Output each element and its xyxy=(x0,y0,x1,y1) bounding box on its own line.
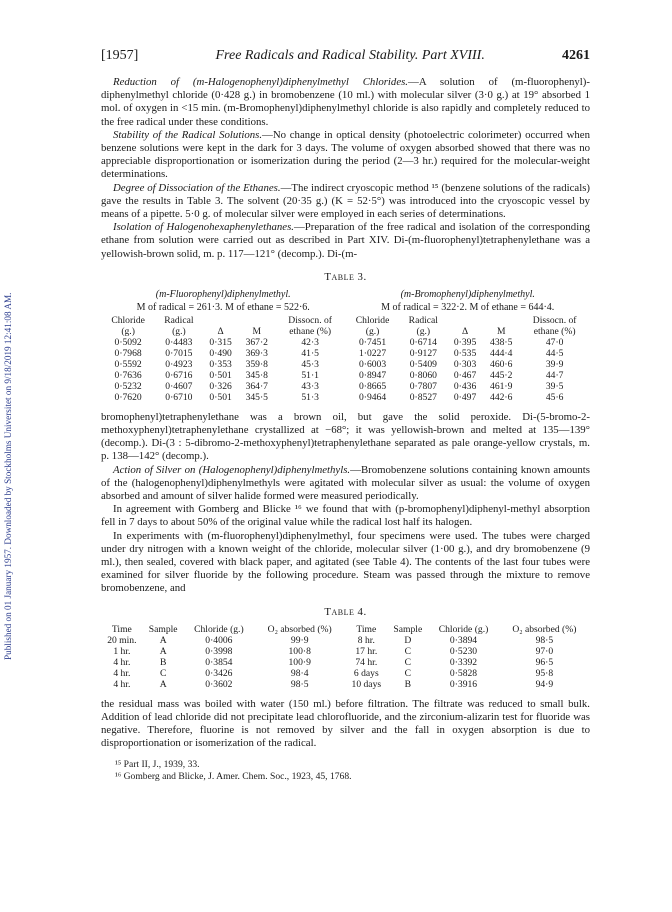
table-cell: 369·3 xyxy=(245,347,268,359)
table-cell: 0·5592 xyxy=(114,358,142,370)
table-header-cell: O₂ absorbed (%) xyxy=(512,623,577,635)
table-cell: 0·4006 xyxy=(205,634,233,646)
table-row xyxy=(101,359,590,370)
table-cell: 47·0 xyxy=(545,336,564,348)
table-cell: 0·9127 xyxy=(409,347,437,359)
paragraph-heading: Degree of Dissociation of the Ethanes. xyxy=(113,181,281,194)
table-header-cell: M xyxy=(496,325,506,337)
paragraph-text: —Bromobenzene solutions containing known amounts of the (halogenophenyl)diphenylmethyls were agitated with molecular silver as usual: the volume of oxygen absorbed and amount of silver halide formed were measured periodically. xyxy=(101,463,590,503)
table-cell: 0·3894 xyxy=(449,634,478,646)
table-cell: 98·5 xyxy=(535,634,554,646)
table-cell: 0·5230 xyxy=(449,645,478,657)
table-cell: 94·9 xyxy=(535,678,554,690)
paragraph-residual: the residual mass was boiled with water (150 ml.) before filtration. The filtrate was reduced to small bulk. Addition of lead chloride did not precipitate lead chlorofluoride, and the zirconium-alizarin test for fluoride was negative. Therefore, fluorine is not removed by silver and the fall in oxygen absorption is due to disproportionation or isomerization of the radical. xyxy=(101,697,590,750)
table-cell: A xyxy=(159,678,167,690)
header-page-number: 4261 xyxy=(562,48,590,63)
table-3-right-mass: M of radical = 322·2. M of ethane = 644·4. xyxy=(381,301,555,313)
table-cell: 0·326 xyxy=(209,380,232,392)
table-cell: 0·4483 xyxy=(165,336,193,348)
table-cell: A xyxy=(159,634,167,646)
table-cell: 0·3854 xyxy=(205,656,233,668)
download-watermark xyxy=(3,60,17,660)
table-cell: 17 hr. xyxy=(355,645,378,657)
table-3-header-bottom xyxy=(101,326,590,337)
table-cell: 0·501 xyxy=(209,369,232,381)
table-cell: B xyxy=(159,656,167,668)
table-cell: 0·4923 xyxy=(165,358,193,370)
table-header-cell: Sample xyxy=(148,623,178,635)
table-cell: 44·5 xyxy=(545,347,564,359)
table-row xyxy=(101,337,590,348)
table-cell: 39·9 xyxy=(545,358,564,370)
table-header-cell: M xyxy=(252,325,262,337)
table-cell: 98·5 xyxy=(290,678,309,690)
table-header-cell: Dissocn. of xyxy=(288,314,332,326)
table-cell: 461·9 xyxy=(490,380,513,392)
table-cell: 51·1 xyxy=(301,369,319,381)
paragraph-action-of-silver xyxy=(101,464,590,504)
table-cell: 8 hr. xyxy=(357,634,375,646)
table-header-cell xyxy=(483,315,519,326)
paragraph-dissociation xyxy=(101,182,590,222)
table-3-title: Table 3. xyxy=(324,270,367,283)
table-cell: 74 hr. xyxy=(355,656,378,668)
table-cell: 0·6003 xyxy=(358,358,387,370)
footnote: ¹⁵ Part II, J., 1939, 33. xyxy=(115,758,200,770)
table-cell: 0·4607 xyxy=(165,380,193,392)
table-cell: 42·3 xyxy=(301,336,319,348)
download-watermark-text: Published on 01 January 1957. Downloaded by Stockholms Universitet on 9/18/2019 12:41:08 AM. xyxy=(3,292,13,660)
table-cell: 4 hr. xyxy=(113,678,131,690)
table-cell: 0·7968 xyxy=(114,347,142,359)
table-header-cell: Dissocn. of xyxy=(532,314,577,326)
table-cell: 20 min. xyxy=(107,634,137,646)
table-cell: 96·5 xyxy=(535,656,554,668)
table-header-cell: (g.) xyxy=(365,325,380,337)
table-cell: 0·5232 xyxy=(114,380,142,392)
table-cell: 95·8 xyxy=(535,667,554,679)
table-cell: D xyxy=(404,634,412,646)
table-cell: 0·303 xyxy=(453,358,477,370)
table-cell: 0·5092 xyxy=(114,336,142,348)
table-cell: 98·4 xyxy=(290,667,309,679)
table-header-cell: Sample xyxy=(393,623,423,635)
table-header-cell xyxy=(239,315,275,326)
paragraph-experiments: In experiments with (m-fluorophenyl)diphenylmethyl, four specimens were used. The tubes were charged under dry nitrogen with a known weight of the chloride, molecular silver (1·00 g.), and dry bromobenzene (9 ml.), then sealed, covered with black paper, and agitated (see Table 4). The contents of the last four tubes were examined for silver fluoride by the following procedure. Steam was passed through the mixture to remove bromobenzene, and xyxy=(101,529,590,595)
table-header-cell: Radical xyxy=(408,314,438,326)
table-row xyxy=(101,646,590,657)
table-row xyxy=(101,370,590,381)
table-cell: 445·2 xyxy=(490,369,513,381)
header-year: [1957] xyxy=(101,48,139,63)
table-cell: 345·8 xyxy=(245,369,268,381)
table-cell: 0·7620 xyxy=(114,391,142,403)
table-header-cell: Chloride (g.) xyxy=(438,623,489,635)
table-cell: 0·8665 xyxy=(358,380,387,392)
paragraph-heading: Action of Silver on (Halogenophenyl)diphenylmethyls. xyxy=(113,463,351,476)
paragraph-isolation xyxy=(101,221,590,261)
table-cell: 99·9 xyxy=(290,634,309,646)
paragraph-text: —The indirect cryoscopic method ¹⁵ (benzene solutions of the radicals) gave the results in Table 3. The solvent (20·35 g.) (K = 52·5°) was introduced into the cryoscopic vessel by means of a pipette. 5·0 g. of molecular silver were employed in each series of determinations. xyxy=(101,181,590,221)
header-title: Free Radicals and Radical Stability. Part XVIII. xyxy=(215,48,485,63)
table-header-cell: Radical xyxy=(164,314,194,326)
table-cell: 0·501 xyxy=(209,391,232,403)
table-cell: 4 hr. xyxy=(113,656,131,668)
table-header-cell: (g.) xyxy=(416,325,431,337)
table-cell: 0·5828 xyxy=(449,667,478,679)
table-cell: 41·5 xyxy=(301,347,319,359)
table-cell: 367·2 xyxy=(245,336,268,348)
table-header-cell xyxy=(447,315,483,326)
table-cell: C xyxy=(404,667,412,679)
table-cell: B xyxy=(404,678,412,690)
table-cell: 0·7807 xyxy=(409,380,437,392)
table-4-body xyxy=(101,635,590,690)
paragraph-heading: Isolation of Halogenohexaphenylethanes. xyxy=(113,221,294,234)
table-cell: 345·5 xyxy=(245,391,268,403)
table-header-cell: (g.) xyxy=(121,325,135,337)
running-header xyxy=(101,48,590,64)
table-cell: 0·7636 xyxy=(114,369,142,381)
table-cell: 0·5409 xyxy=(409,358,437,370)
table-cell: 10 days xyxy=(351,678,382,690)
table-4 xyxy=(101,624,590,690)
paragraph-text: —A solution of (m-fluorophenyl)-diphenylmethyl chloride (0·428 g.) in bromobenzene (10 ml.) with molecular silver (3·0 g.) at 19° absorbed 1 mol. of oxygen in <15 min. (m-Bromophenyl)diphenylmethyl chloride is also rapidly and completely reduced to the free radical under these conditions. xyxy=(101,76,590,128)
table-4-header xyxy=(101,624,590,635)
table-cell: 6 days xyxy=(353,667,379,679)
footnotes xyxy=(101,759,590,783)
table-cell: 0·8947 xyxy=(358,369,387,381)
table-cell: 0·3426 xyxy=(205,667,233,679)
table-4-title: Table 4. xyxy=(324,605,367,618)
table-cell: 0·353 xyxy=(209,358,232,370)
table-cell: 442·6 xyxy=(490,391,513,403)
table-header-cell: Time xyxy=(356,623,377,635)
table-cell: 0·467 xyxy=(453,369,477,381)
table-row xyxy=(101,635,590,646)
table-cell: 0·7451 xyxy=(358,336,387,348)
paragraph-reduction xyxy=(101,76,590,129)
table-cell: 45·3 xyxy=(301,358,319,370)
table-cell: 0·395 xyxy=(453,336,477,348)
table-cell: 0·3916 xyxy=(449,678,478,690)
paragraph-text: —Preparation of the free radical and isolation of the corresponding ethane from solution were carried out as described in Part XIV. Di-(m-fluorophenyl)tetraphenylethane was a yellowish-brown solid, m. p. 117—121° (decomp.). Di-(m- xyxy=(101,221,590,260)
paragraph-heading: Stability of the Radical Solutions. xyxy=(113,128,263,141)
table-cell: C xyxy=(404,645,412,657)
table-cell: 460·6 xyxy=(490,358,513,370)
table-header-cell: Chloride (g.) xyxy=(194,623,244,635)
table-3-right-group: (m-Bromophenyl)diphenylmethyl. xyxy=(400,288,535,300)
table-3-left-mass: M of radical = 261·3. M of ethane = 522·6. xyxy=(136,301,310,313)
table-3-left-group: (m-Fluorophenyl)diphenylmethyl. xyxy=(155,288,291,300)
table-cell: 364·7 xyxy=(245,380,268,392)
table-cell: 0·497 xyxy=(453,391,477,403)
page-content xyxy=(101,48,590,783)
table-cell: 0·6714 xyxy=(409,336,437,348)
footnote: ¹⁶ Gomberg and Blicke, J. Amer. Chem. Soc., 1923, 45, 1768. xyxy=(115,770,352,782)
paragraph-stability xyxy=(101,129,590,182)
table-cell: 43·3 xyxy=(301,380,319,392)
table-row xyxy=(101,392,590,403)
table-cell: 0·8527 xyxy=(409,391,437,403)
table-cell: 0·8060 xyxy=(409,369,437,381)
table-cell: 97·0 xyxy=(535,645,554,657)
table-header-cell: Time xyxy=(111,623,132,635)
table-header-cell: Δ xyxy=(461,325,469,337)
paragraph-continued: bromophenyl)tetraphenylethane was a brown oil, but gave the solid peroxide. Di-(5-bromo-2-methoxyphenyl)tetraphenylethane crystallized at −68°; it was yellowish-brown and melted at 135—139° (decomp.). Di-(3 : 5-dibromo-2-methoxyphenyl)tetraphenylethane separated as pale orange-yellow crystals, m. p. 138—142° (decomp.). xyxy=(101,410,590,463)
table-cell: 0·6710 xyxy=(165,391,193,403)
table-header-cell: (g.) xyxy=(172,325,186,337)
table-cell: 0·3998 xyxy=(205,645,233,657)
table-cell: 0·535 xyxy=(453,347,477,359)
table-cell: 444·4 xyxy=(490,347,513,359)
table-header-cell: Chloride xyxy=(355,314,390,326)
table-cell: 0·6716 xyxy=(165,369,193,381)
table-cell: 0·3392 xyxy=(449,656,478,668)
table-row xyxy=(101,657,590,668)
table-row xyxy=(101,381,590,392)
table-cell: 0·9464 xyxy=(358,391,387,403)
table-header-cell: ethane (%) xyxy=(533,325,576,337)
table-header-cell xyxy=(203,315,239,326)
table-cell: 100·9 xyxy=(288,656,311,668)
table-cell: C xyxy=(404,656,412,668)
paragraph-text: —No change in optical density (photoelectric colorimeter) occurred when benzene solutions were kept in the dark for 3 days. The volume of oxygen absorbed showed that there was no appreciable disproportionation or isomerization during the period (2—3 hr.) required for the molecular-weight determinations. xyxy=(101,128,590,181)
table-header-cell: O₂ absorbed (%) xyxy=(267,623,332,635)
table-header-cell: Chloride xyxy=(111,314,145,326)
table-cell: 0·436 xyxy=(453,380,477,392)
table-row xyxy=(101,348,590,359)
table-cell: A xyxy=(159,645,167,657)
table-header-cell: Δ xyxy=(217,325,224,337)
table-cell: 45·6 xyxy=(545,391,564,403)
table-3-body xyxy=(101,337,590,403)
table-header-cell: ethane (%) xyxy=(289,325,332,337)
table-cell: 4 hr. xyxy=(113,667,131,679)
paragraph-heading: Reduction of (m-Halogenophenyl)diphenylmethyl Chlorides. xyxy=(113,76,409,88)
table-cell: 51·3 xyxy=(301,391,319,403)
table-cell: 359·8 xyxy=(245,358,268,370)
table-cell: 438·5 xyxy=(490,336,513,348)
table-cell: 0·490 xyxy=(209,347,232,359)
table-cell: 39·5 xyxy=(545,380,564,392)
table-cell: 0·7015 xyxy=(165,347,193,359)
table-cell: 0·3602 xyxy=(205,678,233,690)
table-row xyxy=(101,679,590,690)
paragraph-gomberg: In agreement with Gomberg and Blicke ¹⁶ we found that with (p-bromophenyl)diphenyl-methyl absorption fell in 7 days to about 50% of the original value while the radical lost half its halogen. xyxy=(101,503,590,529)
table-cell: 1 hr. xyxy=(113,645,131,657)
table-cell: C xyxy=(159,667,167,679)
table-3-header-top xyxy=(101,315,590,326)
table-cell: 44·7 xyxy=(545,369,564,381)
table-row xyxy=(101,668,590,679)
table-3 xyxy=(101,289,590,403)
table-cell: 100·8 xyxy=(288,645,311,657)
table-cell: 0·315 xyxy=(209,336,232,348)
table-cell: 1·0227 xyxy=(358,347,387,359)
